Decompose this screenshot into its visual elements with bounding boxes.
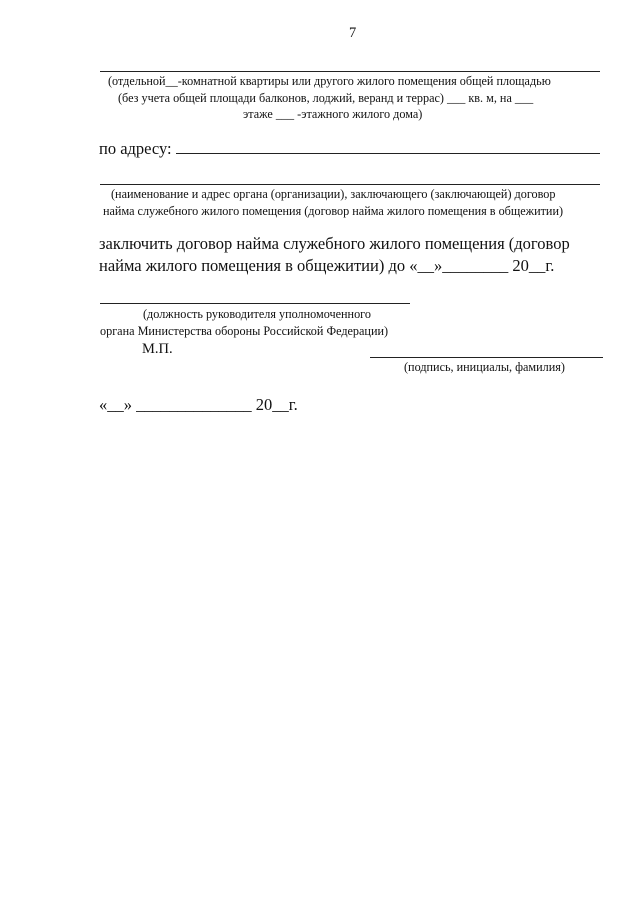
organization-caption-line-1: (наименование и адрес органа (организации), заключающего (заключающей) договор (111, 187, 556, 201)
page-number: 7 (349, 25, 357, 41)
address-blank-line (176, 153, 600, 154)
address-label: по адресу: (99, 139, 172, 158)
signature-blank-line (370, 357, 603, 358)
position-caption-line-2: органа Министерства обороны Российской Федерации) (100, 324, 389, 338)
position-caption-line-1: (должность руководителя уполномоченного (143, 307, 371, 321)
main-statement-line-2: найма жилого помещения в общежитии) до «__»________ 20__г. (99, 256, 555, 275)
signature-caption: (подпись, инициалы, фамилия) (404, 360, 565, 374)
position-blank-line (100, 303, 410, 304)
top-blank-line (100, 71, 600, 72)
main-statement-line-1: заключить договор найма служебного жилого помещения (договор (99, 234, 570, 253)
organization-blank-line (100, 184, 600, 185)
organization-caption-line-2: найма служебного жилого помещения (договор найма жилого помещения в общежитии) (103, 204, 564, 218)
stamp-label: М.П. (142, 341, 173, 357)
apartment-description-line-2: (без учета общей площади балконов, лоджий, веранд и террас) ___ кв. м, на ___ (118, 91, 534, 105)
apartment-description-line-1: (отдельной__-комнатной квартиры или другого жилого помещения общей площадью (108, 74, 551, 88)
date-line: «__» ______________ 20__г. (99, 395, 298, 414)
apartment-description-line-3: этаже ___ -этажного жилого дома) (243, 107, 423, 121)
